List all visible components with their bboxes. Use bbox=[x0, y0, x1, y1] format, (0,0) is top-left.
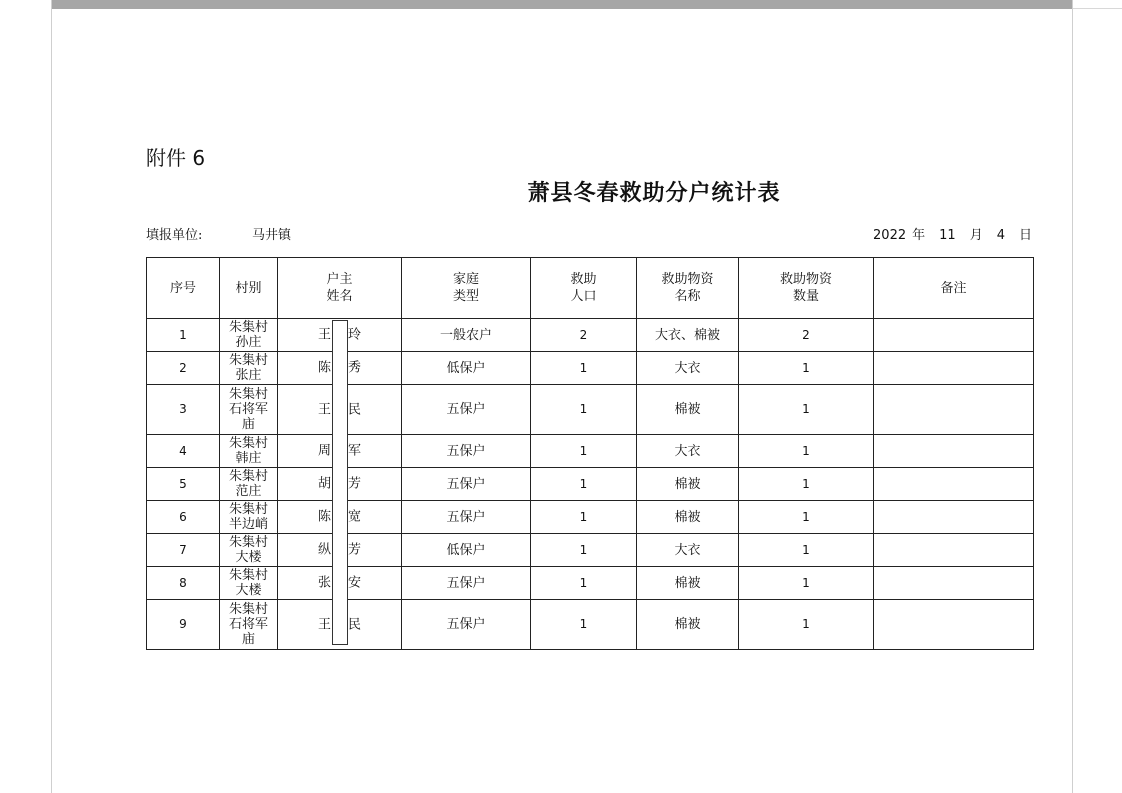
cell-village bbox=[220, 468, 278, 501]
name-first-char: 纵 bbox=[318, 542, 332, 558]
header-label-line1: 村别 bbox=[235, 280, 262, 296]
cell-family-type: 一般农户 bbox=[402, 319, 531, 352]
village-line1: 朱集村 bbox=[228, 502, 268, 517]
cell-aid-people: 1 bbox=[531, 352, 637, 385]
redaction-box bbox=[332, 320, 348, 645]
cell-remark bbox=[874, 352, 1034, 385]
cell-village bbox=[220, 567, 278, 600]
header-label-line2: 类型 bbox=[452, 289, 479, 304]
cell-remark bbox=[874, 435, 1034, 468]
cell-index: 5 bbox=[147, 468, 220, 501]
cell-aid-people: 1 bbox=[531, 600, 637, 650]
village-line3: 庙 bbox=[241, 632, 255, 647]
attachment-label: 附件 6 bbox=[146, 146, 206, 170]
cell-aid-item-qty: 1 bbox=[739, 534, 874, 567]
cell-aid-item-name: 棉被 bbox=[637, 385, 739, 435]
cell-aid-people: 1 bbox=[531, 501, 637, 534]
cell-village bbox=[220, 534, 278, 567]
table-row bbox=[147, 534, 1034, 567]
header-label-line1: 序号 bbox=[169, 280, 196, 296]
cell-aid-item-qty: 1 bbox=[739, 435, 874, 468]
cell-index: 7 bbox=[147, 534, 220, 567]
name-last-char: 芳 bbox=[348, 476, 362, 492]
header-aid-item-name bbox=[637, 258, 739, 319]
village-line2: 大楼 bbox=[235, 550, 262, 565]
name-last-char: 宽 bbox=[348, 509, 362, 525]
village-line3: 庙 bbox=[241, 417, 255, 432]
cell-index: 6 bbox=[147, 501, 220, 534]
table-body bbox=[147, 319, 1034, 650]
cell-aid-item-name: 大衣、棉被 bbox=[637, 319, 739, 352]
cell-aid-item-qty: 1 bbox=[739, 385, 874, 435]
header-label-line1: 户主 bbox=[326, 272, 353, 287]
header-label-line1: 备注 bbox=[940, 280, 967, 296]
name-first-char: 王 bbox=[318, 617, 332, 632]
cell-family-type: 低保户 bbox=[402, 534, 531, 567]
cell-aid-item-name: 棉被 bbox=[637, 567, 739, 600]
table-row bbox=[147, 319, 1034, 352]
cell-aid-people: 2 bbox=[531, 319, 637, 352]
village-line2: 石将军 bbox=[228, 617, 268, 632]
header-index bbox=[147, 258, 220, 319]
cell-aid-item-name: 大衣 bbox=[637, 534, 739, 567]
name-first-char: 陈 bbox=[318, 509, 332, 525]
village-line1: 朱集村 bbox=[228, 436, 268, 451]
header-label-line1: 救助物资 bbox=[779, 272, 832, 287]
table-row bbox=[147, 600, 1034, 650]
village-line2: 孙庄 bbox=[235, 335, 262, 350]
header-village bbox=[220, 258, 278, 319]
cell-remark bbox=[874, 501, 1034, 534]
cell-aid-item-name: 大衣 bbox=[637, 352, 739, 385]
date-year: 2022 bbox=[873, 228, 907, 243]
cell-aid-people: 1 bbox=[531, 567, 637, 600]
village-line2: 韩庄 bbox=[235, 451, 262, 466]
date-day: 4 bbox=[996, 228, 1005, 243]
cell-family-type: 五保户 bbox=[402, 468, 531, 501]
cell-remark bbox=[874, 468, 1034, 501]
cell-aid-item-qty: 2 bbox=[739, 319, 874, 352]
cell-village bbox=[220, 501, 278, 534]
village-line1: 朱集村 bbox=[228, 320, 268, 335]
village-line1: 朱集村 bbox=[228, 353, 268, 368]
cell-remark bbox=[874, 534, 1034, 567]
name-last-char: 安 bbox=[348, 575, 362, 591]
date-month-unit: 月 bbox=[969, 228, 983, 243]
header-family-type bbox=[402, 258, 531, 319]
cell-index: 3 bbox=[147, 385, 220, 435]
cell-aid-item-qty: 1 bbox=[739, 600, 874, 650]
header-label-line2: 名称 bbox=[674, 289, 701, 304]
village-line1: 朱集村 bbox=[228, 568, 268, 583]
village-line1: 朱集村 bbox=[228, 535, 268, 550]
cell-family-type: 五保户 bbox=[402, 567, 531, 600]
cell-aid-people: 1 bbox=[531, 385, 637, 435]
document-title: 萧县冬春救助分户统计表 bbox=[527, 180, 781, 206]
cell-index: 8 bbox=[147, 567, 220, 600]
name-last-char: 军 bbox=[348, 443, 362, 459]
village-line1: 朱集村 bbox=[228, 469, 268, 484]
cell-aid-people: 1 bbox=[531, 435, 637, 468]
table-row bbox=[147, 501, 1034, 534]
cell-aid-item-qty: 1 bbox=[739, 567, 874, 600]
report-date bbox=[867, 224, 1032, 243]
cell-remark bbox=[874, 600, 1034, 650]
table-row bbox=[147, 435, 1034, 468]
name-first-char: 王 bbox=[318, 327, 332, 343]
village-line2: 范庄 bbox=[235, 484, 262, 499]
village-line2: 半边峭 bbox=[228, 517, 268, 532]
name-last-char: 玲 bbox=[348, 327, 362, 343]
village-line2: 大楼 bbox=[235, 583, 262, 598]
page-left-edge bbox=[51, 0, 52, 793]
name-first-char: 周 bbox=[318, 443, 332, 459]
cell-village bbox=[220, 435, 278, 468]
top-divider bbox=[1072, 8, 1122, 9]
cell-index: 2 bbox=[147, 352, 220, 385]
cell-aid-item-name: 棉被 bbox=[637, 468, 739, 501]
name-last-char: 民 bbox=[348, 617, 362, 632]
name-last-char: 民 bbox=[348, 402, 362, 417]
table-row bbox=[147, 567, 1034, 600]
relief-stats-table bbox=[146, 257, 1034, 650]
village-line2: 石将军 bbox=[228, 402, 268, 417]
name-first-char: 王 bbox=[318, 402, 332, 417]
fill-unit-label: 填报单位: bbox=[146, 228, 203, 243]
cell-index: 9 bbox=[147, 600, 220, 650]
date-day-unit: 日 bbox=[1018, 228, 1032, 243]
cell-aid-item-name: 大衣 bbox=[637, 435, 739, 468]
cell-index: 1 bbox=[147, 319, 220, 352]
cell-aid-item-qty: 1 bbox=[739, 352, 874, 385]
header-label-line1: 救助物资 bbox=[661, 272, 714, 287]
cell-aid-item-qty: 1 bbox=[739, 501, 874, 534]
cell-family-type: 五保户 bbox=[402, 385, 531, 435]
date-year-unit: 年 bbox=[912, 228, 926, 243]
cell-aid-item-name: 棉被 bbox=[637, 600, 739, 650]
table-row bbox=[147, 468, 1034, 501]
cell-village bbox=[220, 319, 278, 352]
header-label-line2: 数量 bbox=[792, 289, 819, 304]
village-line2: 张庄 bbox=[235, 368, 262, 383]
cell-aid-people: 1 bbox=[531, 468, 637, 501]
header-aid-item-qty bbox=[739, 258, 874, 319]
cell-village bbox=[220, 385, 278, 435]
date-month: 11 bbox=[939, 228, 956, 243]
header-remark bbox=[874, 258, 1034, 319]
name-first-char: 胡 bbox=[318, 476, 332, 492]
village-line1: 朱集村 bbox=[228, 387, 268, 402]
cell-aid-item-qty: 1 bbox=[739, 468, 874, 501]
name-first-char: 陈 bbox=[318, 360, 332, 376]
header-householder-name bbox=[278, 258, 402, 319]
cell-family-type: 低保户 bbox=[402, 352, 531, 385]
village-line1: 朱集村 bbox=[228, 602, 268, 617]
cell-remark bbox=[874, 385, 1034, 435]
page-right-edge bbox=[1072, 0, 1073, 793]
header-aid-people bbox=[531, 258, 637, 319]
cell-family-type: 五保户 bbox=[402, 600, 531, 650]
cell-village bbox=[220, 600, 278, 650]
top-scroll-bar bbox=[52, 0, 1072, 9]
header-label-line2: 人口 bbox=[570, 289, 597, 304]
fill-unit-value: 马井镇 bbox=[252, 228, 292, 243]
cell-family-type: 五保户 bbox=[402, 501, 531, 534]
header-label-line2: 姓名 bbox=[326, 289, 353, 304]
cell-remark bbox=[874, 319, 1034, 352]
header-label-line1: 家庭 bbox=[452, 272, 479, 287]
cell-remark bbox=[874, 567, 1034, 600]
cell-index: 4 bbox=[147, 435, 220, 468]
cell-aid-people: 1 bbox=[531, 534, 637, 567]
cell-village bbox=[220, 352, 278, 385]
name-last-char: 芳 bbox=[348, 542, 362, 558]
table-row bbox=[147, 385, 1034, 435]
cell-aid-item-name: 棉被 bbox=[637, 501, 739, 534]
name-last-char: 秀 bbox=[348, 360, 362, 376]
cell-family-type: 五保户 bbox=[402, 435, 531, 468]
name-first-char: 张 bbox=[318, 575, 332, 591]
table-header-row bbox=[147, 258, 1034, 319]
header-label-line1: 救助 bbox=[570, 272, 597, 287]
table-row bbox=[147, 352, 1034, 385]
